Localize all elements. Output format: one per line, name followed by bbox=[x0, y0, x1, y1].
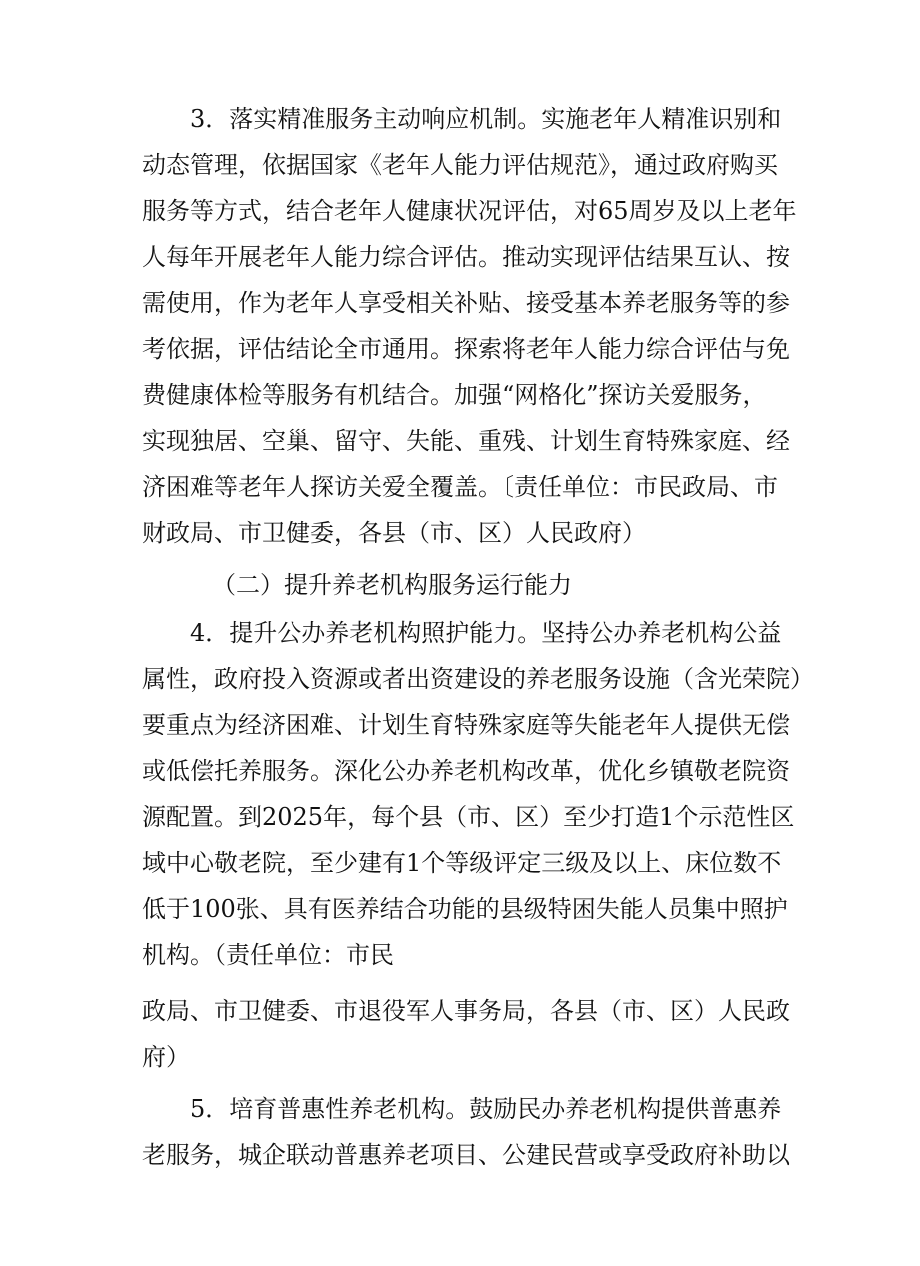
paragraph-4-line-9: 政局、市卫健委、市退役军人事务局，各县（市、区）人民政 bbox=[142, 997, 790, 1025]
paragraph-5-line-1: 5．培育普惠性养老机构。鼓励民办养老机构提供普惠养 bbox=[190, 1095, 782, 1123]
paragraph-3-line-9: 济困难等老年人探访关爱全覆盖。〔责任单位：市民政局、市 bbox=[142, 473, 778, 501]
paragraph-4-line-2: 属性，政府投入资源或者出资建设的养老服务设施（含光荣院） bbox=[142, 665, 814, 693]
paragraph-4-line-4: 或低偿托养服务。深化公办养老机构改革，优化乡镇敬老院资 bbox=[142, 757, 790, 785]
paragraph-3-line-4: 人每年开展老年人能力综合评估。推动实现评估结果互认、按 bbox=[142, 243, 790, 271]
paragraph-3-line-6: 考依据，评估结论全市通用。探索将老年人能力综合评估与免 bbox=[142, 335, 790, 363]
section-heading: （二）提升养老机构服务运行能力 bbox=[212, 571, 572, 599]
paragraph-3-line-1: 3．落实精准服务主动响应机制。实施老年人精准识别和 bbox=[190, 105, 782, 133]
paragraph-3-line-2: 动态管理，依据国家《老年人能力评估规范》，通过政府购买 bbox=[142, 151, 778, 179]
paragraph-5-line-2: 老服务，城企联动普惠养老项目、公建民营或享受政府补助以 bbox=[142, 1141, 790, 1169]
paragraph-3-line-8: 实现独居、空巢、留守、失能、重残、计划生育特殊家庭、经 bbox=[142, 427, 790, 455]
paragraph-4-line-8: 机构。（责任单位：市民 bbox=[142, 941, 394, 969]
paragraph-4-line-10: 府） bbox=[142, 1043, 190, 1071]
paragraph-3-line-3: 服务等方式，结合老年人健康状况评估，对65周岁及以上老年 bbox=[142, 197, 797, 225]
paragraph-4-line-5: 源配置。到2025年，每个县（市、区）至少打造1个示范性区 bbox=[142, 803, 795, 831]
paragraph-3-line-5: 需使用，作为老年人享受相关补贴、接受基本养老服务等的参 bbox=[142, 289, 790, 317]
paragraph-4-line-3: 要重点为经济困难、计划生育特殊家庭等失能老年人提供无偿 bbox=[142, 711, 790, 739]
paragraph-3-line-10: 财政局、市卫健委，各县（市、区）人民政府） bbox=[142, 519, 646, 547]
paragraph-4-line-1: 4．提升公办养老机构照护能力。坚持公办养老机构公益 bbox=[190, 619, 782, 647]
paragraph-3-line-7: 费健康体检等服务有机结合。加强“网格化”探访关爱服务， bbox=[142, 381, 767, 409]
paragraph-4-line-7: 低于100张、具有医养结合功能的县级特困失能人员集中照护 bbox=[142, 895, 788, 923]
paragraph-4-line-6: 域中心敬老院，至少建有1个等级评定三级及以上、床位数不 bbox=[142, 849, 782, 877]
